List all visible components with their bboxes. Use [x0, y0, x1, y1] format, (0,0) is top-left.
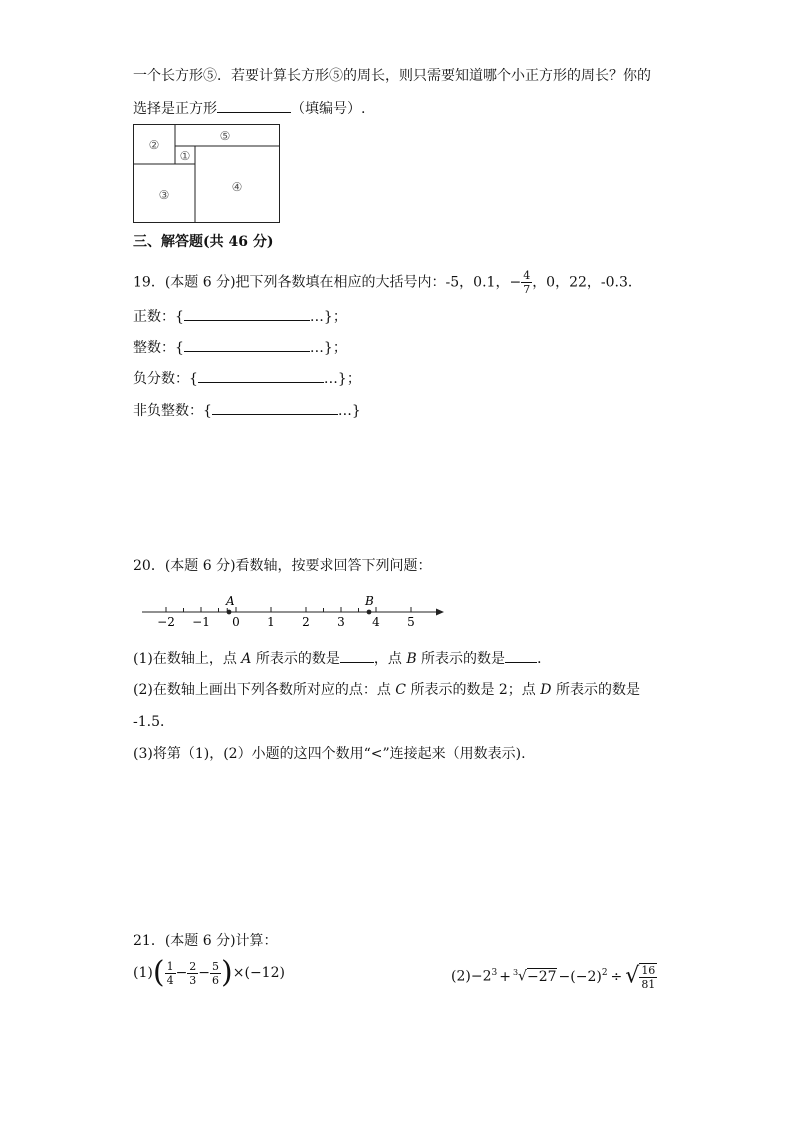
positive-blank[interactable]: [184, 306, 310, 321]
q19-stem-pre: 19．(本题 6 分)把下列各数填在相应的大括号内：-5，0.1，−: [133, 274, 522, 291]
integer-blank[interactable]: [184, 337, 310, 352]
q20-stem: 20．(本题 6 分)看数轴，按要求回答下列问题：: [133, 558, 432, 574]
frac-2-num: 2: [189, 959, 197, 973]
q19-row-positive: [133, 306, 347, 327]
frac-3-den: 6: [212, 973, 220, 987]
q19-stem-post: ，0，22，-0.3．: [532, 274, 642, 291]
sqrt-frac-num: 16: [641, 963, 656, 977]
minus-2: −: [198, 965, 211, 981]
q21-stem: 21．(本题 6 分)计算：: [133, 933, 278, 949]
point-a-blank[interactable]: [340, 648, 374, 663]
radical-sign-icon: √: [518, 968, 527, 985]
point-a: [227, 610, 232, 615]
minus-1: −: [175, 965, 188, 981]
row-label: 非负整数：{: [133, 403, 212, 419]
frac-2: [187, 960, 198, 987]
q19-stem: [133, 269, 642, 296]
q19-row-nonneg-integer: [133, 400, 361, 421]
negfraction-blank[interactable]: [198, 368, 324, 383]
e2-plus: +: [499, 968, 511, 985]
axis-tick-label: 0: [232, 615, 240, 629]
axis-tick-label: −2: [157, 615, 175, 629]
row-label: 整数：{: [133, 340, 184, 356]
q20-p1-c: ，点: [373, 651, 407, 667]
q20-p2-c: 所表示的数是: [551, 682, 640, 698]
point-b-blank[interactable]: [505, 648, 537, 663]
q19-frac-num: 4: [523, 269, 531, 282]
row-tail: …}；: [309, 309, 347, 325]
q20-part2-line2: -1.5．: [133, 714, 174, 730]
nonneg-integer-blank[interactable]: [212, 400, 338, 415]
sqrt-frac-den: 81: [641, 977, 656, 991]
row-tail: …}: [337, 403, 361, 419]
e2-a-exp: 3: [491, 968, 498, 978]
row-tail: …}；: [323, 371, 361, 387]
row-tail: …}；: [309, 340, 347, 356]
axis-tick-label: 3: [337, 615, 345, 629]
frac-1-den: 4: [166, 973, 174, 987]
axis-tick-label: 5: [407, 615, 415, 629]
cube-root-index: 3: [512, 968, 519, 977]
q20-p1-b: 所表示的数是: [251, 651, 340, 667]
q20-part1: [133, 648, 551, 669]
q20-p2-C: C: [395, 682, 406, 698]
section-heading: 三、解答题(共 46 分): [133, 234, 274, 250]
q20-p1-e: ．: [537, 651, 552, 667]
q18-line2-pre: 选择是正方形: [133, 101, 217, 117]
point-b: [367, 610, 372, 615]
square-label-2: ②: [148, 138, 160, 152]
q19-row-integer: [133, 337, 347, 358]
q19-frac-den: 7: [523, 283, 531, 296]
square-label-3: ③: [158, 188, 170, 202]
frac-3: [210, 960, 221, 987]
q21-expr2: [451, 956, 657, 994]
axis-tick-label: 4: [372, 615, 380, 629]
q18-line2-post: （填编号）.: [291, 101, 366, 117]
q19-row-negfraction: [133, 368, 361, 389]
q21-expr1: [133, 956, 285, 990]
q20-p1-d: 所表示的数是: [416, 651, 506, 667]
right-paren: ): [221, 955, 233, 990]
e1-label: (1): [133, 965, 153, 981]
q20-p1-A: A: [241, 651, 252, 667]
q20-p2-b: 所表示的数是 2；点: [406, 682, 541, 698]
frac-2-den: 3: [189, 973, 197, 987]
e2-divide: ÷: [610, 968, 623, 985]
q18-answer-blank[interactable]: [217, 98, 291, 113]
e2-label: (2): [451, 968, 471, 985]
square-label-1: ①: [179, 149, 191, 163]
frac-1-num: 1: [166, 959, 174, 973]
number-line: [140, 592, 450, 632]
row-label: 负分数：{: [133, 371, 198, 387]
point-a-label: A: [226, 594, 235, 608]
axis-tick-label: −1: [192, 615, 210, 629]
point-b-label: B: [365, 594, 374, 608]
e2-a: −2: [470, 968, 492, 985]
axis-arrow: [436, 609, 444, 616]
axis-tick-label: 2: [302, 615, 310, 629]
sqrt-frac: [639, 963, 657, 991]
axis-tick-label: 1: [267, 615, 275, 629]
e1-tail: ×(−12): [232, 965, 285, 981]
frac-3-num: 5: [212, 959, 220, 973]
cube-root-radicand: −27: [526, 968, 557, 985]
q20-part3: (3)将第（1)，(2）小题的这四个数用“<”连接起来（用数表示).: [133, 746, 526, 762]
sqrt-sign-icon: √: [625, 963, 640, 989]
q19-fraction: [521, 269, 532, 296]
e2-c-exp: 2: [601, 968, 608, 978]
left-paren: (: [152, 955, 165, 990]
q20-p2-a: (2)在数轴上画出下列各数所对应的点：点: [133, 682, 396, 698]
q20-p2-D: D: [540, 682, 552, 698]
square-label-5: ⑤: [219, 129, 231, 143]
q20-part2: [133, 680, 640, 700]
q18-line1: 一个长方形⑤．若要计算长方形⑤的周长，则只需要知道哪个小正方形的周长？你的: [133, 68, 651, 84]
q20-p1-B: B: [406, 651, 417, 667]
squares-figure: [133, 124, 283, 226]
square-label-4: ④: [231, 180, 243, 194]
row-label: 正数：{: [133, 309, 184, 325]
q20-p1-a: (1)在数轴上，点: [133, 651, 242, 667]
e2-c: −(−2): [558, 968, 602, 985]
frac-1: [165, 960, 176, 987]
q18-line2: [133, 98, 365, 119]
